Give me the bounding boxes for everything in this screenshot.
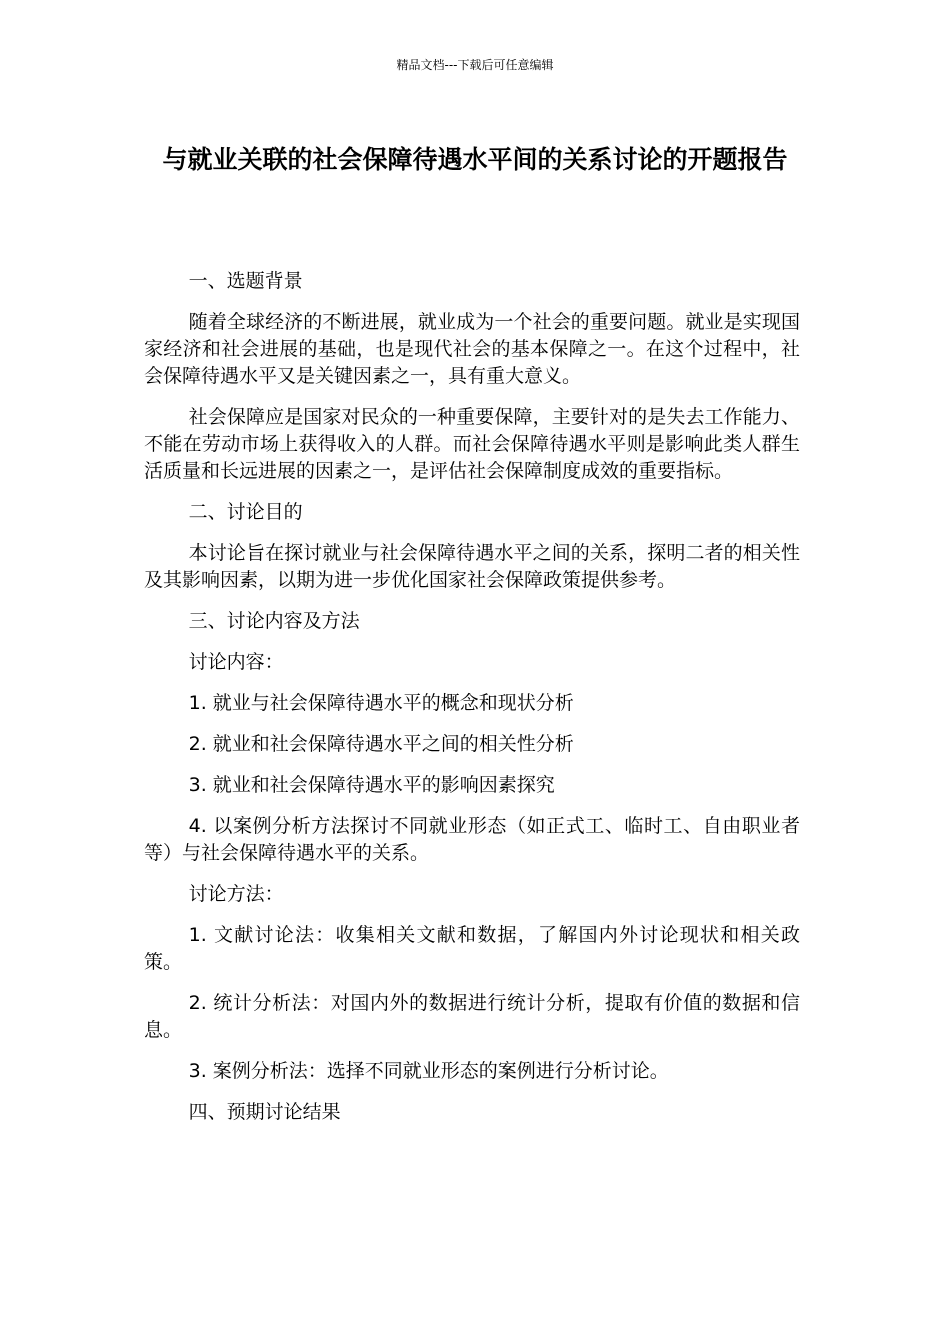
list-item: 1. 文献讨论法：收集相关文献和数据，了解国内外讨论现状和相关政策。 bbox=[144, 924, 800, 973]
section-heading-background: 一、选题背景 bbox=[188, 270, 303, 292]
list-item: 3. 案例分析法：选择不同就业形态的案例进行分析讨论。 bbox=[188, 1060, 669, 1082]
subheading-content: 讨论内容： bbox=[188, 651, 284, 673]
list-item: 2. 就业和社会保障待遇水平之间的相关性分析 bbox=[188, 733, 574, 755]
section-heading-expected-results: 四、预期讨论结果 bbox=[188, 1101, 341, 1123]
subheading-method: 讨论方法： bbox=[188, 883, 284, 905]
list-item: 3. 就业和社会保障待遇水平的影响因素探究 bbox=[188, 774, 555, 796]
paragraph: 随着全球经济的不断进展，就业成为一个社会的重要问题。就业是实现国家经济和社会进展的基础，也是现代社会的基本保障之一。在这个过程中，社会保障待遇水平又是关键因素之一，具有重大意义。 bbox=[144, 311, 800, 387]
section-heading-content-method: 三、讨论内容及方法 bbox=[188, 610, 360, 632]
paragraph: 本讨论旨在探讨就业与社会保障待遇水平之间的关系，探明二者的相关性及其影响因素，以期为进一步优化国家社会保障政策提供参考。 bbox=[144, 542, 800, 591]
document-title: 与就业关联的社会保障待遇水平间的关系讨论的开题报告 bbox=[162, 145, 788, 174]
paragraph: 社会保障应是国家对民众的一种重要保障，主要针对的是失去工作能力、不能在劳动市场上获得收入的人群。而社会保障待遇水平则是影响此类人群生活质量和长远进展的因素之一，是评估社会保障制度成效的重要指标。 bbox=[144, 406, 800, 482]
list-item: 4. 以案例分析方法探讨不同就业形态（如正式工、临时工、自由职业者等）与社会保障待遇水平的关系。 bbox=[144, 815, 800, 864]
document-body bbox=[144, 268, 800, 1140]
section-heading-purpose: 二、讨论目的 bbox=[188, 501, 303, 523]
list-item: 2. 统计分析法：对国内外的数据进行统计分析，提取有价值的数据和信息。 bbox=[144, 992, 800, 1041]
header-note: 精品文档---下载后可任意编辑 bbox=[396, 58, 554, 72]
list-item: 1. 就业与社会保障待遇水平的概念和现状分析 bbox=[188, 692, 574, 714]
